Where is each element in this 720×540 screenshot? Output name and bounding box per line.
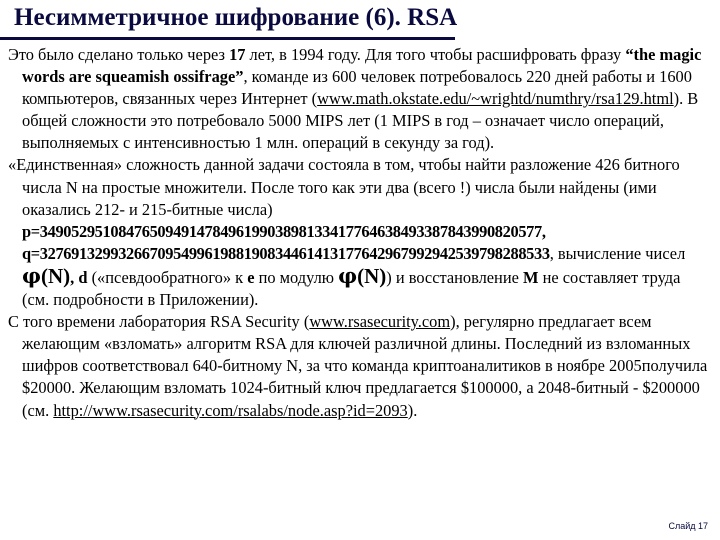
var-m: M — [522, 267, 539, 287]
phi-symbol: φ — [22, 262, 42, 288]
text: ). В общей сложности это потребовало 5000 MIPS лет (1 MIPS в год – означает число операций, выполняемых с интенсивностью 1 млн. операций в секунду за год). — [22, 89, 699, 153]
paragraph-factorization — [8, 154, 708, 311]
text: С того времени лаборатория RSA Security ( — [8, 312, 310, 332]
prime-q: q=32769132993266709549961988190834461413177642967992942539798288533 — [22, 243, 550, 263]
paragraph-rsa-challenge — [8, 311, 708, 421]
text: по модулю — [254, 267, 339, 287]
var-d: d — [78, 267, 88, 287]
text: «Единственная» сложность данной задачи состояла в том, чтобы найти разложение 426 битного числа N на простые множители. После того как эти два (всего !) числа были найдены (ими оказались 212- и 215-битные числа) — [8, 155, 680, 219]
slide-body — [8, 44, 708, 422]
text: ), регулярно предлагает всем желающим «взломать» алгоритм RSA для ключей различной длины. Последний из взломанных шифров соответствовал 640-битному N, за что команда криптоаналитиков в ноябре 2005получила $20000. Желающим взломать 1024-битный ключ предлагается $100000, а 2048-битный - $200000 (см. — [22, 312, 708, 420]
prime-p: p=3490529510847650949147849619903898133417764638493387843990820577 — [22, 221, 542, 241]
rsa129-link[interactable]: www.math.okstate.edu/~wrightd/numthry/rsa129.html — [317, 89, 674, 109]
separator: , — [70, 267, 79, 287]
text: ). — [407, 400, 418, 420]
n-argument: (N) — [357, 263, 387, 288]
text: Это было сделано только через — [8, 45, 230, 64]
var-e: e — [247, 267, 255, 287]
text: ) и восстановление — [386, 267, 523, 287]
text: лет, в 1994 году. Для того чтобы расшифровать фразу — [245, 45, 626, 64]
magic-phrase: “the magic words are squeamish ossifrage” — [22, 45, 702, 87]
text: , вычисление чисел — [549, 243, 686, 263]
paragraph-rsa129 — [8, 44, 708, 154]
text: , команде из 600 человек потребовалось 220 дней работы и 1600 компьютеров, связанных через Интернет ( — [22, 67, 692, 109]
text: («псевдообратного» к — [87, 267, 248, 287]
title-underline — [0, 37, 455, 40]
slide-number: Слайд 17 — [668, 521, 708, 531]
phi-symbol: φ — [338, 262, 358, 288]
text: не составляет труда (см. подробности в Приложении). — [22, 267, 681, 310]
rsasecurity-link[interactable]: www.rsasecurity.com — [309, 312, 451, 332]
separator: , — [541, 221, 546, 241]
n-argument: (N) — [41, 263, 71, 288]
rsalabs-link[interactable]: http://www.rsasecurity.com/rsalabs/node.asp?id=2093 — [53, 400, 408, 420]
slide-title: Несимметричное шифрование (6). RSA — [14, 4, 458, 31]
years-value: 17 — [229, 45, 246, 64]
